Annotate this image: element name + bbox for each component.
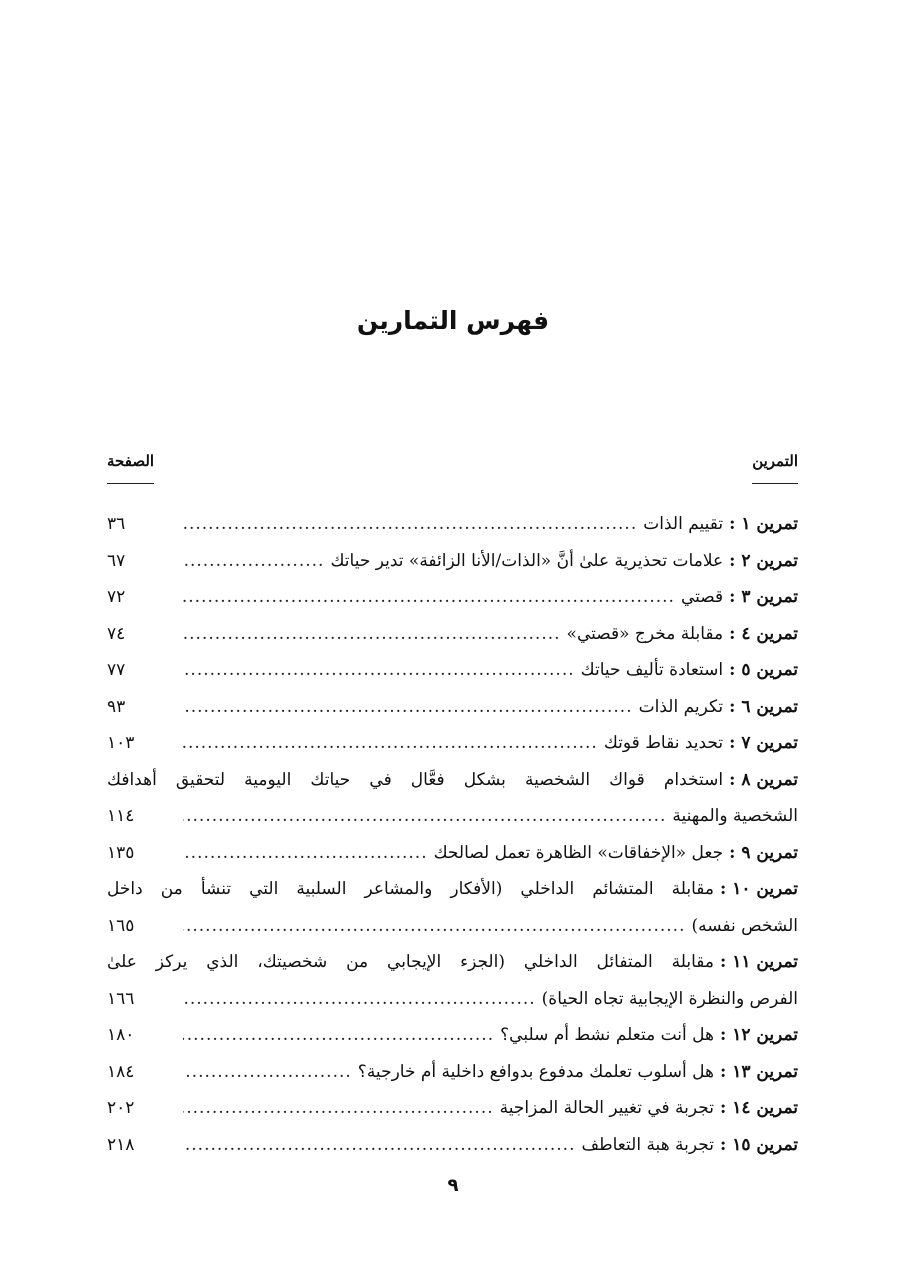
toc-entry[interactable]: [107, 835, 798, 872]
exercise-label: تمرين ٦ :: [729, 696, 798, 717]
page-reference: ٣٦: [107, 514, 126, 534]
toc-entry[interactable]: [107, 689, 798, 726]
dot-leader: [183, 689, 633, 726]
toc-entry-continuation[interactable]: [107, 981, 798, 1018]
exercise-title-continuation: الفرص والنظرة الإيجابية تجاه الحياة): [541, 988, 798, 1009]
page-reference: ٧٧: [107, 660, 126, 680]
page-title: فهرس التمارين: [356, 306, 550, 335]
exercise-title: تحديد نقاط قوتك: [603, 733, 724, 753]
table-of-exercises: [107, 506, 798, 1163]
page-reference: ١٨٤: [107, 1061, 135, 1082]
toc-entry[interactable]: [107, 506, 798, 543]
page-reference: ١٠٣: [107, 733, 135, 753]
page-number: ٩: [447, 1175, 459, 1196]
toc-entry[interactable]: [107, 762, 798, 799]
dot-leader: [183, 1017, 494, 1054]
exercise-label: تمرين ١ :: [729, 514, 798, 534]
page-reference: ١٣٥: [107, 842, 135, 863]
exercise-label: تمرين ٥ :: [729, 660, 798, 680]
exercise-label: تمرين ٣ :: [729, 587, 798, 607]
toc-entry[interactable]: [107, 616, 798, 653]
exercise-label: تمرين ١٠ :: [720, 879, 798, 899]
dot-leader: [183, 725, 598, 762]
dot-leader: [183, 1090, 494, 1127]
toc-entry[interactable]: [107, 725, 798, 762]
dot-leader: [183, 506, 637, 543]
page-reference: ٦٧: [107, 550, 126, 571]
page-reference: ١٦٦: [107, 988, 135, 1009]
exercise-title: مقابلة المتفائل الداخلي (الجزء الإيجابي من شخصيتك، الذي يركز علىٰ: [107, 952, 714, 972]
page-reference: ١١٤: [107, 806, 135, 826]
toc-entry[interactable]: [107, 944, 798, 981]
page-reference: ٢١٨: [107, 1134, 135, 1155]
page-reference: ١٦٥: [107, 915, 135, 936]
exercise-label: تمرين ١١ :: [720, 952, 798, 972]
exercise-title: تكريم الذات: [638, 696, 724, 717]
toc-entry[interactable]: [107, 1127, 798, 1164]
exercise-label: تمرين ٢ :: [729, 550, 798, 571]
exercise-title: تجربة هبة التعاطف: [581, 1134, 714, 1155]
page-column-header: الصفحة: [107, 452, 154, 476]
toc-entry[interactable]: [107, 579, 798, 616]
toc-entry[interactable]: [107, 871, 798, 908]
exercise-title: قصتي: [680, 587, 724, 607]
dot-leader: [183, 798, 666, 835]
exercise-title: مقابلة المتشائم الداخلي (الأفكار والمشاعر السلبية التي تنشأ من داخل: [107, 879, 714, 899]
dot-leader: [183, 1054, 352, 1091]
toc-entry[interactable]: [107, 1090, 798, 1127]
exercise-title: هل أسلوب تعلمك مدفوع بدوافع داخلية أم خارجية؟: [357, 1061, 714, 1082]
exercise-label: تمرين ٧ :: [729, 733, 798, 753]
page-reference: ٧٢: [107, 587, 126, 607]
exercise-title: هل أنت متعلم نشط أم سلبي؟: [500, 1025, 714, 1045]
dot-leader: [183, 652, 575, 689]
exercise-label: تمرين ١٤ :: [720, 1098, 798, 1118]
page-reference: ٩٣: [107, 696, 126, 717]
exercise-label: تمرين ١٣ :: [720, 1061, 798, 1082]
dot-leader: [183, 908, 685, 945]
dot-leader: [183, 981, 536, 1018]
toc-entry[interactable]: [107, 1054, 798, 1091]
dot-leader: [183, 835, 428, 872]
exercise-title: استعادة تأليف حياتك: [580, 660, 724, 680]
exercise-label: تمرين ٩ :: [729, 842, 798, 863]
exercise-title-continuation: الشخص نفسه): [691, 915, 798, 936]
toc-entry-continuation[interactable]: [107, 798, 798, 835]
toc-entry-continuation[interactable]: [107, 908, 798, 945]
toc-entry[interactable]: [107, 652, 798, 689]
exercise-label: تمرين ٤ :: [729, 623, 798, 644]
exercise-title: مقابلة مخرج «قصتي»: [566, 623, 724, 644]
exercise-title: تجربة في تغيير الحالة المزاجية: [499, 1098, 714, 1118]
dot-leader: [183, 579, 675, 616]
toc-entry[interactable]: [107, 1017, 798, 1054]
dot-leader: [183, 1127, 576, 1164]
exercise-column-header: التمرين: [752, 452, 798, 476]
dot-leader: [183, 616, 561, 653]
page-reference: ٢٠٢: [107, 1098, 135, 1118]
exercise-title-continuation: الشخصية والمهنية: [672, 806, 798, 826]
exercise-label: تمرين ١٢ :: [720, 1025, 798, 1045]
exercise-title: استخدام قواك الشخصية بشكل فعَّال في حياتك اليومية لتحقيق أهدافك: [107, 769, 724, 790]
dot-leader: [183, 543, 324, 580]
page-reference: ١٨٠: [107, 1025, 135, 1045]
exercise-label: تمرين ١٥ :: [720, 1134, 798, 1155]
exercise-title: علامات تحذيرية علىٰ أنَّ «الذات/الأنا الزائفة» تدير حياتك: [330, 550, 724, 571]
toc-entry[interactable]: [107, 543, 798, 580]
exercise-title: جعل «الإخفاقات» الظاهرة تعمل لصالحك: [433, 842, 724, 863]
page-reference: ٧٤: [107, 623, 126, 644]
exercise-title: تقييم الذات: [643, 514, 724, 534]
exercise-label: تمرين ٨ :: [729, 769, 798, 790]
